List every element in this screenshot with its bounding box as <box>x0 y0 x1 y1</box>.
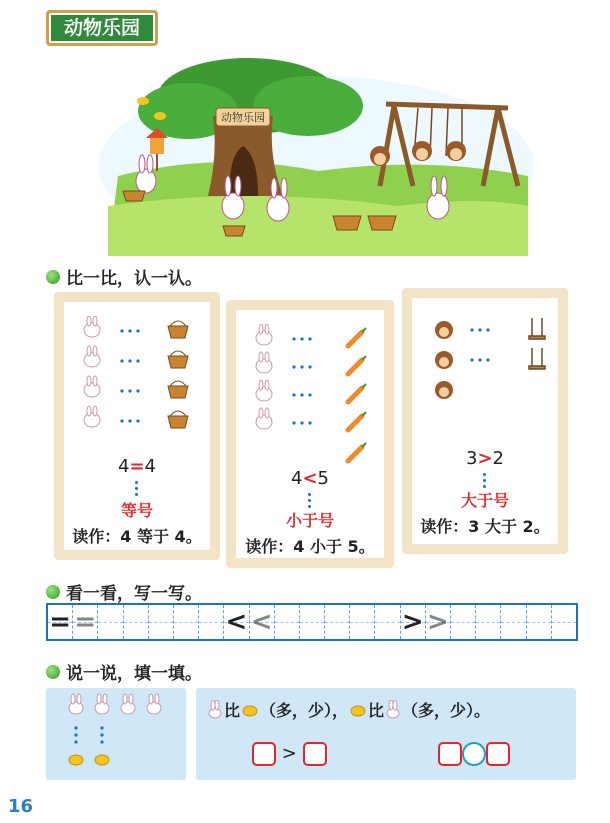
grid-cell-symbol: = <box>74 607 97 637</box>
grid-cell[interactable] <box>124 605 149 639</box>
grid-cell[interactable] <box>149 605 174 639</box>
equation-equal: 4=4 <box>118 456 156 477</box>
reading-greater-than: 读作：3 大于 2。 <box>420 517 550 536</box>
birdhouse <box>150 138 164 154</box>
bird-icon <box>240 702 260 718</box>
symbol-name-less-than: 小于号 <box>285 511 334 530</box>
equation-greater-than: 3>2 <box>466 448 504 469</box>
card-less-than <box>226 300 394 568</box>
section-fill-heading <box>46 659 202 684</box>
grid-cell[interactable] <box>501 605 526 639</box>
writing-practice-grid <box>46 603 578 641</box>
grid-cell[interactable] <box>325 605 350 639</box>
equation-less-than: 4<5 <box>291 468 329 489</box>
park-sign-text: 动物乐园 <box>221 111 265 124</box>
grid-cell[interactable] <box>451 605 476 639</box>
grid-cell[interactable] <box>552 605 576 639</box>
section-write-heading <box>46 579 202 604</box>
answer-blank-compare <box>438 742 510 766</box>
grid-cell[interactable] <box>73 605 98 639</box>
animal-park-illustration <box>98 56 534 256</box>
bird-icon <box>348 702 368 718</box>
grid-cell[interactable] <box>199 605 224 639</box>
section-fill-title: 说一说，填一填。 <box>66 664 202 684</box>
grid-cell-symbol: < <box>250 607 273 637</box>
page-number: 16 <box>8 796 34 817</box>
fill-in-panel <box>196 688 576 780</box>
card-greater-than <box>402 288 568 554</box>
grid-cell[interactable] <box>476 605 501 639</box>
grid-cell[interactable] <box>174 605 199 639</box>
compare-sentence: 比 （多，少）， 比 （多，少）。 <box>206 698 490 721</box>
grid-cell[interactable] <box>300 605 325 639</box>
grid-cell[interactable] <box>250 605 275 639</box>
rabbit-icon <box>206 700 224 720</box>
grid-cell-symbol: = <box>49 607 71 637</box>
rabbits-baskets-pairs <box>80 316 200 434</box>
grid-cell[interactable] <box>98 605 123 639</box>
answer-box[interactable] <box>486 742 510 766</box>
pointer-dots <box>135 478 139 499</box>
green-bullet-icon <box>46 665 60 679</box>
grid-cell-symbol: > <box>401 607 424 637</box>
green-bullet-icon <box>46 585 60 599</box>
grid-cell[interactable] <box>426 605 451 639</box>
grid-cell[interactable] <box>375 605 400 639</box>
section-write-title: 看一看，写一写。 <box>66 584 202 604</box>
grid-cell[interactable] <box>401 605 426 639</box>
answer-greater: > <box>252 742 327 766</box>
greater-than-symbol: > <box>477 448 493 469</box>
rabbits-birds-panel <box>46 688 186 780</box>
grid-cell[interactable] <box>224 605 249 639</box>
answer-box[interactable] <box>438 742 462 766</box>
green-bullet-icon <box>46 270 60 284</box>
grid-cell[interactable] <box>527 605 552 639</box>
symbol-name-greater-than: 大于号 <box>460 491 509 510</box>
section-compare-title: 比一比，认一认。 <box>66 269 202 289</box>
reading-less-than: 读作：4 小于 5。 <box>245 537 375 556</box>
monkeys-swings-pairs <box>432 318 548 408</box>
section-compare-heading <box>46 264 202 289</box>
rabbit-icon <box>384 700 402 720</box>
grid-cell-symbol: > <box>427 607 449 637</box>
answer-symbol-circle[interactable] <box>462 742 486 766</box>
grid-cell-symbol: < <box>225 607 248 637</box>
grid-cell[interactable] <box>350 605 375 639</box>
lesson-title: 动物乐园 <box>46 10 158 46</box>
reading-equal: 读作：4 等于 4。 <box>72 527 202 546</box>
answer-box[interactable] <box>252 742 276 766</box>
answer-box[interactable] <box>303 742 327 766</box>
card-equal <box>54 292 220 560</box>
symbol-name-equal: 等号 <box>120 501 153 520</box>
grid-cell[interactable] <box>275 605 300 639</box>
grid-cell[interactable] <box>48 605 73 639</box>
less-than-symbol: < <box>302 468 318 489</box>
rabbits-carrots-pairs <box>252 324 372 474</box>
rabbits-birds-illustration <box>46 688 186 780</box>
equal-symbol: = <box>129 456 145 477</box>
